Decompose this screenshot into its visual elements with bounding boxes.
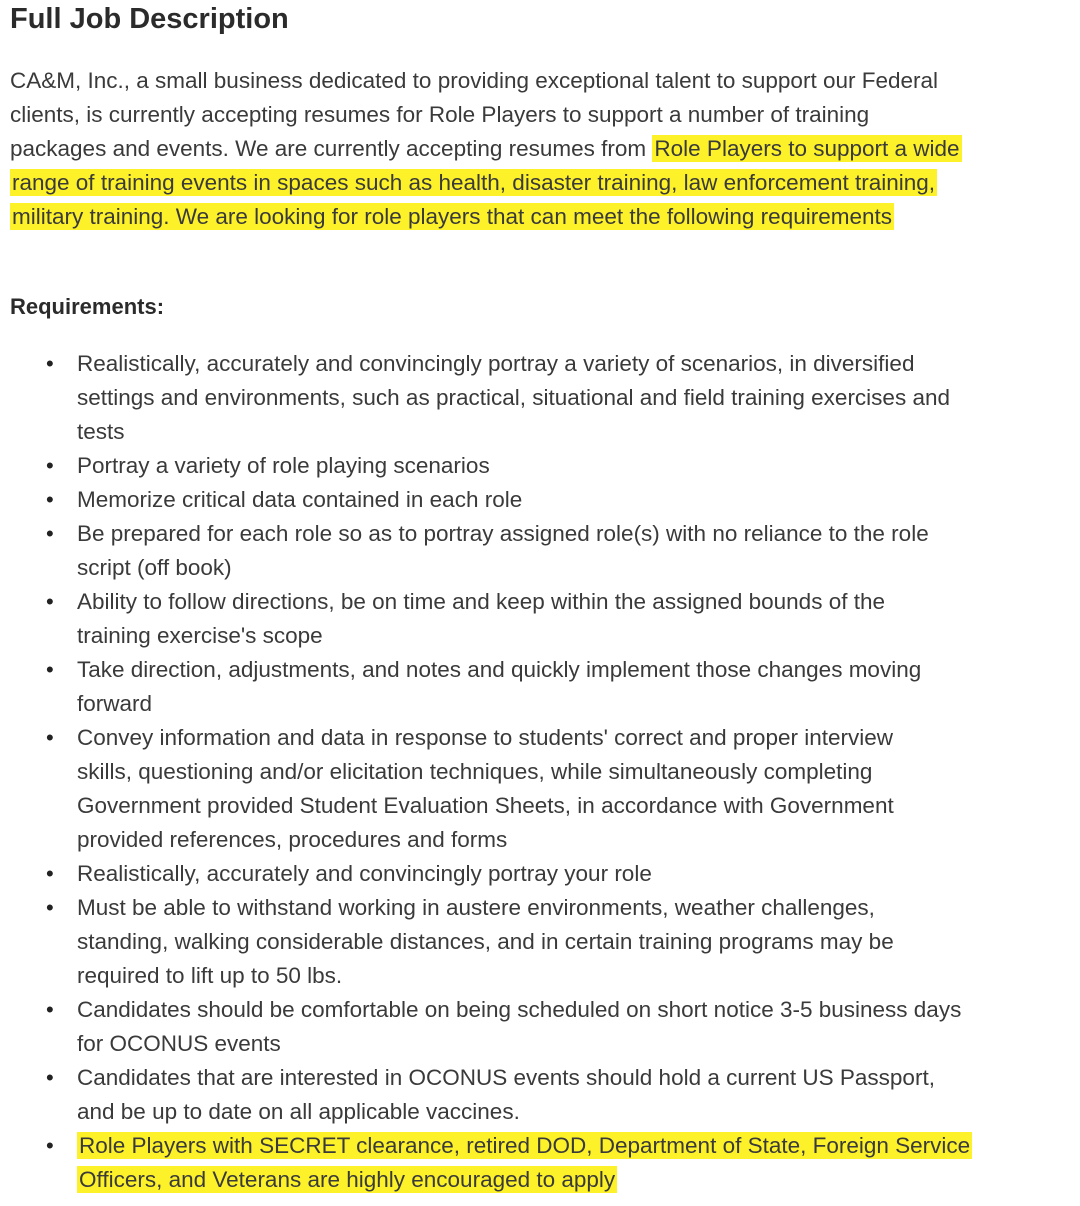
bullet-icon: • bbox=[46, 487, 54, 512]
text-segment: settings and environments, such as practical, situational and field training exercises and bbox=[77, 385, 950, 410]
requirement-line bbox=[77, 721, 972, 755]
requirement-line bbox=[77, 687, 972, 721]
text-segment: packages and events. We are currently accepting resumes from bbox=[10, 136, 653, 161]
bullet-icon: • bbox=[46, 1133, 54, 1158]
requirement-line bbox=[77, 381, 972, 415]
requirement-item bbox=[0, 347, 972, 449]
requirement-line bbox=[77, 347, 972, 381]
text-segment: standing, walking considerable distances, and in certain training programs may be bbox=[77, 929, 894, 954]
requirement-line bbox=[77, 857, 972, 891]
bullet-icon: • bbox=[46, 1065, 54, 1090]
requirement-item bbox=[0, 517, 972, 585]
text-segment: forward bbox=[77, 691, 153, 716]
bullet-icon: • bbox=[46, 453, 54, 478]
text-segment: clients, is currently accepting resumes for Role Players to support a number of training bbox=[10, 102, 870, 127]
bullet-icon: • bbox=[46, 589, 54, 614]
bullet-icon: • bbox=[46, 351, 54, 376]
page-title: Full Job Description bbox=[10, 3, 289, 35]
text-segment: Candidates that are interested in OCONUS events should hold a current US Passport, bbox=[77, 1065, 935, 1090]
requirement-line bbox=[77, 449, 972, 483]
requirement-item bbox=[0, 483, 972, 517]
text-segment: tests bbox=[77, 419, 125, 444]
text-segment: provided references, procedures and forms bbox=[77, 827, 508, 852]
requirement-item bbox=[0, 1129, 972, 1197]
text-segment: Convey information and data in response to students' correct and proper interview bbox=[77, 725, 893, 750]
requirement-line bbox=[77, 517, 972, 551]
text-segment: script (off book) bbox=[77, 555, 232, 580]
requirement-item bbox=[0, 653, 972, 721]
requirement-line bbox=[77, 993, 972, 1027]
intro-paragraph bbox=[10, 64, 962, 234]
text-segment: Government provided Student Evaluation Sheets, in accordance with Government bbox=[77, 793, 894, 818]
text-segment: Portray a variety of role playing scenarios bbox=[77, 453, 490, 478]
highlighted-text: Officers, and Veterans are highly encouraged to apply bbox=[79, 1167, 616, 1192]
requirement-line bbox=[77, 755, 972, 789]
text-segment: Ability to follow directions, be on time and keep within the assigned bounds of the bbox=[77, 589, 885, 614]
intro-line bbox=[10, 166, 962, 200]
requirement-line bbox=[77, 891, 972, 925]
requirement-line bbox=[77, 925, 972, 959]
requirement-line bbox=[77, 959, 972, 993]
requirement-line bbox=[77, 585, 972, 619]
requirement-line bbox=[77, 483, 972, 517]
text-segment: Realistically, accurately and convincingly portray a variety of scenarios, in diversified bbox=[77, 351, 915, 376]
bullet-icon: • bbox=[46, 521, 54, 546]
text-segment: Be prepared for each role so as to portray assigned role(s) with no reliance to the role bbox=[77, 521, 929, 546]
requirement-item bbox=[0, 857, 972, 891]
text-segment: Memorize critical data contained in each role bbox=[77, 487, 523, 512]
requirement-line bbox=[77, 653, 972, 687]
requirements-list bbox=[0, 347, 972, 1197]
requirement-item bbox=[0, 1061, 972, 1129]
text-segment: Realistically, accurately and convincingly portray your role bbox=[77, 861, 652, 886]
bullet-icon: • bbox=[46, 657, 54, 682]
text-segment: CA&M, Inc., a small business dedicated to providing exceptional talent to support our Federal bbox=[10, 68, 939, 93]
requirement-line bbox=[77, 415, 972, 449]
text-segment: and be up to date on all applicable vaccines. bbox=[77, 1099, 520, 1124]
intro-line bbox=[10, 64, 962, 98]
text-segment: training exercise's scope bbox=[77, 623, 323, 648]
requirement-line bbox=[77, 1129, 972, 1163]
requirement-line bbox=[77, 1061, 972, 1095]
requirement-item bbox=[0, 721, 972, 857]
bullet-icon: • bbox=[46, 725, 54, 750]
intro-line bbox=[10, 98, 962, 132]
highlighted-text: Role Players to support a wide bbox=[654, 136, 960, 161]
text-segment: required to lift up to 50 lbs. bbox=[77, 963, 343, 988]
text-segment: skills, questioning and/or elicitation techniques, while simultaneously completing bbox=[77, 759, 873, 784]
bullet-icon: • bbox=[46, 895, 54, 920]
requirement-item bbox=[0, 993, 972, 1061]
highlighted-text: range of training events in spaces such as health, disaster training, law enforcement training, bbox=[12, 170, 936, 195]
text-segment: Must be able to withstand working in austere environments, weather challenges, bbox=[77, 895, 875, 920]
intro-line bbox=[10, 200, 962, 234]
text-segment: Candidates should be comfortable on being scheduled on short notice 3-5 business days bbox=[77, 997, 962, 1022]
intro-line bbox=[10, 132, 962, 166]
text-segment: for OCONUS events bbox=[77, 1031, 281, 1056]
highlighted-text: Role Players with SECRET clearance, retired DOD, Department of State, Foreign Service bbox=[79, 1133, 971, 1158]
requirement-item bbox=[0, 449, 972, 483]
requirement-line bbox=[77, 619, 972, 653]
requirement-item bbox=[0, 891, 972, 993]
requirement-line bbox=[77, 1095, 972, 1129]
requirement-line bbox=[77, 789, 972, 823]
requirement-item bbox=[0, 585, 972, 653]
requirement-line bbox=[77, 1027, 972, 1061]
requirement-line bbox=[77, 551, 972, 585]
bullet-icon: • bbox=[46, 861, 54, 886]
highlighted-text: military training. We are looking for role players that can meet the following requirements bbox=[12, 204, 892, 229]
requirements-heading: Requirements: bbox=[10, 294, 165, 319]
bullet-icon: • bbox=[46, 997, 54, 1022]
requirement-line bbox=[77, 823, 972, 857]
text-segment: Take direction, adjustments, and notes and quickly implement those changes moving bbox=[77, 657, 922, 682]
requirement-line bbox=[77, 1163, 972, 1197]
